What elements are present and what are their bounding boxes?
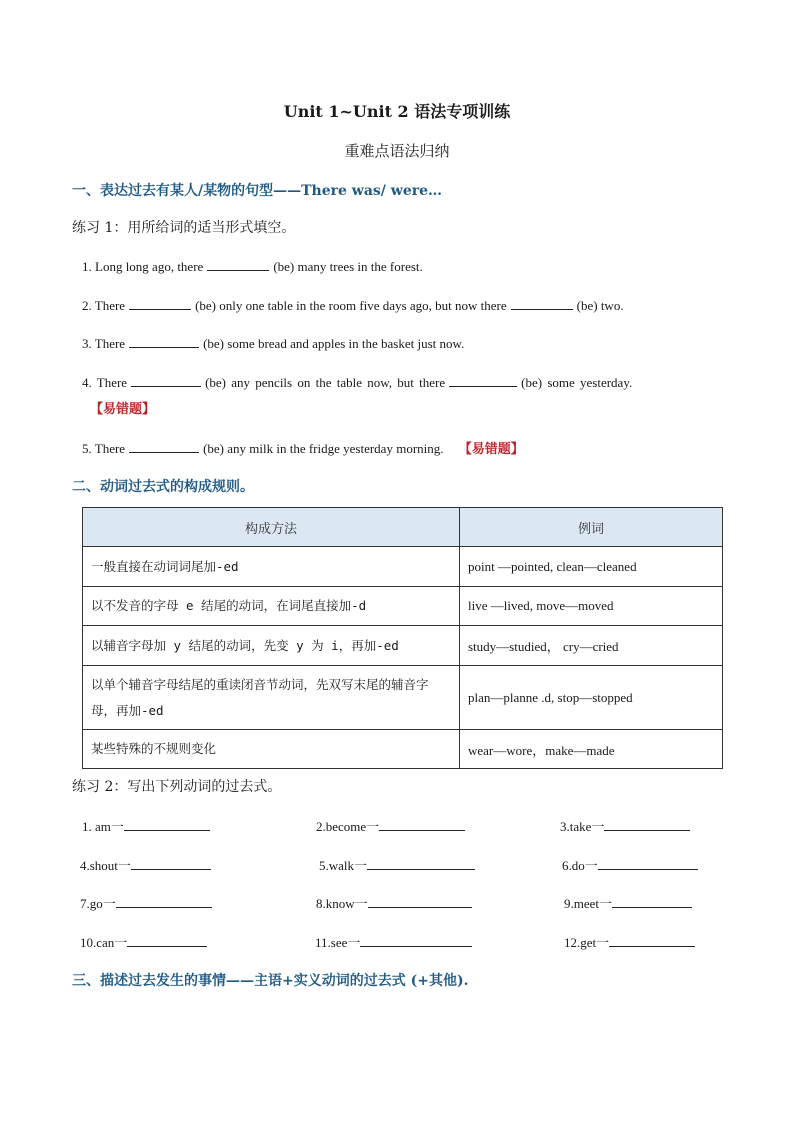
question-text: (be) two. (576, 298, 624, 313)
question-2 (82, 297, 624, 314)
section3-heading: 三、描述过去发生的事情——主语+实义动词的过去式 (+其他). (72, 973, 469, 989)
question-text: (be) any pencils on the table now, but there (205, 375, 446, 390)
answer-blank[interactable] (131, 857, 211, 870)
table-row (83, 587, 723, 626)
verb-item (319, 855, 475, 874)
question-text: 4. There (82, 375, 128, 390)
error-prone-tag: 【易错题】 (90, 401, 156, 416)
question-text: (be) any milk in the fridge yesterday morning. (203, 441, 444, 456)
answer-blank[interactable] (129, 440, 199, 453)
verb-label: 4.shout一 (80, 858, 131, 873)
verb-label: 10.can一 (80, 935, 128, 950)
exercise1-label: 练习 1：用所给词的适当形式填空。 (72, 220, 296, 236)
answer-blank[interactable] (449, 374, 517, 387)
answer-blank[interactable] (129, 297, 191, 310)
answer-blank[interactable] (360, 934, 472, 947)
answer-blank[interactable] (207, 258, 269, 271)
verb-item (560, 816, 690, 835)
table-header-row (83, 508, 723, 547)
question-text: (be) some bread and apples in the basket just now. (203, 336, 465, 351)
exercise2-label: 练习 2：写出下列动词的过去式。 (72, 779, 282, 795)
answer-blank[interactable] (604, 818, 690, 831)
verb-label: 12.get一 (564, 935, 610, 950)
table-row (83, 626, 723, 666)
question-text: 5. There (82, 441, 126, 456)
rule-method: 某些特殊的不规则变化 (83, 730, 460, 769)
verb-item (564, 893, 692, 912)
rule-example: point —pointed, clean—cleaned (460, 547, 723, 587)
answer-blank[interactable] (379, 818, 465, 831)
verb-label: 1. am一 (82, 819, 124, 834)
rule-method: 一般直接在动词词尾加-ed (83, 547, 460, 587)
answer-blank[interactable] (612, 895, 692, 908)
answer-blank[interactable] (127, 934, 207, 947)
answer-blank[interactable] (131, 374, 201, 387)
verb-item (80, 893, 212, 912)
rule-method: 以单个辅音字母结尾的重读闭音节动词，先双写末尾的辅音字母，再加-ed (83, 666, 460, 730)
rule-method: 以辅音字母加 y 结尾的动词，先变 y 为 i，再加-ed (83, 626, 460, 666)
answer-blank[interactable] (609, 934, 695, 947)
question-text: 2. There (82, 298, 126, 313)
verb-item (80, 855, 211, 874)
question-text: (be) many trees in the forest. (273, 259, 423, 274)
answer-blank[interactable] (129, 335, 199, 348)
answer-blank[interactable] (368, 895, 472, 908)
question-text: (be) only one table in the room five days ago, but now there (195, 298, 507, 313)
verb-item (316, 816, 465, 835)
page-subtitle: 重难点语法归纳 (344, 142, 450, 160)
verb-label: 9.meet一 (564, 896, 613, 911)
page-title: Unit 1~Unit 2 语法专项训练 (283, 102, 511, 121)
verb-item (562, 855, 698, 874)
verb-label: 5.walk一 (319, 858, 368, 873)
question-text: 3. There (82, 336, 126, 351)
answer-blank[interactable] (511, 297, 573, 310)
table-header: 例词 (460, 508, 723, 547)
verb-item (564, 932, 695, 951)
answer-blank[interactable] (124, 818, 210, 831)
verb-item (80, 932, 207, 951)
rule-example: live —lived, move—moved (460, 587, 723, 626)
section1-heading: 一、表达过去有某人/某物的句型——There was/ were… (72, 183, 443, 199)
verb-item (316, 893, 472, 912)
verb-label: 8.know一 (316, 896, 368, 911)
table-header: 构成方法 (83, 508, 460, 547)
verb-item (82, 816, 210, 835)
table-row (83, 547, 723, 587)
table-row (83, 666, 723, 730)
answer-blank[interactable] (367, 857, 475, 870)
question-text: 1. Long long ago, there (82, 259, 204, 274)
verb-label: 7.go一 (80, 896, 116, 911)
rule-method: 以不发音的字母 e 结尾的动词，在词尾直接加-d (83, 587, 460, 626)
rule-example: plan—planne .d, stop—stopped (460, 666, 723, 730)
past-tense-rules-table (82, 507, 723, 769)
verb-label: 2.become一 (316, 819, 380, 834)
answer-blank[interactable] (598, 857, 698, 870)
question-3 (82, 335, 464, 352)
verb-label: 6.do一 (562, 858, 598, 873)
question-1 (82, 258, 423, 275)
error-prone-tag: 【易错题】 (458, 441, 524, 456)
question-5 (82, 438, 524, 457)
answer-blank[interactable] (116, 895, 212, 908)
table-row (83, 730, 723, 769)
verb-label: 3.take一 (560, 819, 605, 834)
verb-item (315, 932, 472, 951)
rule-example: wear—wore，make—made (460, 730, 723, 769)
question-text: (be) some yesterday. (521, 375, 633, 390)
question-4 (82, 374, 632, 391)
rule-example: study—studied， cry—cried (460, 626, 723, 666)
section2-heading: 二、动词过去式的构成规则。 (72, 479, 254, 495)
verb-label: 11.see一 (315, 935, 361, 950)
